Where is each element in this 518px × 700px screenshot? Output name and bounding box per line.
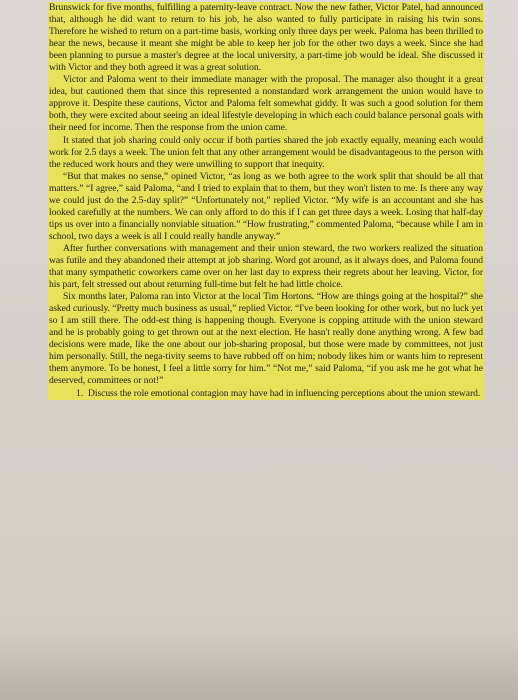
paragraph-4: “But that makes no sense,” opined Victor, “as long as we both agree to the work split that should be all that matters.” “I agree,” said Paloma, “and I tried to explain that to them, but they won't listen to me. Is there any way we could just do the 2.5-day split?” “Unfortunately not,” replied Victor. “My wife is an accountant and she has looked carefully at the numbers. We can only afford to do this if I can get three days a week. Losing that half-day tips us over into a financially nonviable situation.” “How frustrating,” commented Paloma, “because while I am in school, two days a week is all I could really handle anyway.” [49,170,483,242]
discussion-question [48,388,484,400]
question-number: 1. [76,387,84,399]
case-study-text [48,2,484,400]
paragraph-3: It stated that job sharing could only occur if both parties shared the job exactly equally, meaning each would work for 2.5 days a week. The union felt that any other arrangement would be disadvantageous to the person with the reduced work hours and they were unwilling to support that inequity. [49,134,483,170]
paragraph-6: Six months later, Paloma ran into Victor at the local Tim Hortons. “How are things going at the hospital?” she asked curiously. “Pretty much business as usual,” replied Victor. “I've been looking for other work, but no luck yet so I am still there. The odd-est thing is happening though. Everyone is copping attitude with the union steward and he is probably going to get thrown out at the next election. He hasn't really done anything wrong. A few bad decisions were made, like the one about our job-sharing proposal, but those were made by committees, not just him personally. Still, the nega-tivity seems to have rubbed off on him; nobody likes him or wants him to represent them anymore. To be honest, I feel a little sorry for him.” “Not me,” said Paloma, “if you ask me he got what he deserved, committees or not!” [49,291,483,387]
page-shadow [0,630,518,700]
paragraph-2: Victor and Paloma went to their immediate manager with the proposal. The manager also thought it a great idea, but cautioned them that since this represented a nonstandard work arrangement the union would have to approve it. Despite these cautions, Victor and Paloma felt somewhat giddy. It was such a good solution for them both, they were excited about seeing an ideal lifestyle developing in which each could balance personal goals with their need for income. Then the response from the union came. [49,74,483,134]
paragraph-5: After further conversations with management and their union steward, the two workers realized the situation was futile and they abandoned their attempt at job sharing. Word got around, as it always does, and Paloma found that many sympathetic coworkers came over on her last day to express their regrets about her leaving. Victor, for his part, felt stressed out about returning full-time but felt he had little choice. [49,242,483,291]
paragraph-1: Brunswick for five months, fulfilling a paternity-leave contract. Now the new father, Victor Patel, had announced that, although he did want to return to his job, he also wanted to fully participate in raising his twin sons. Therefore he wished to return on a part-time basis, working only three days per week. Paloma has been thrilled to hear the news, because it meant she might be able to keep her job for the other two days a week. Since she had been planning to pursue a master's degree at the local university, a part-time job would be ideal. She discussed it with Victor and they both agreed it was a great solution. [49,2,483,74]
question-text: Discuss the role emotional contagion may have had in influencing perceptions about the union steward. [88,387,481,399]
